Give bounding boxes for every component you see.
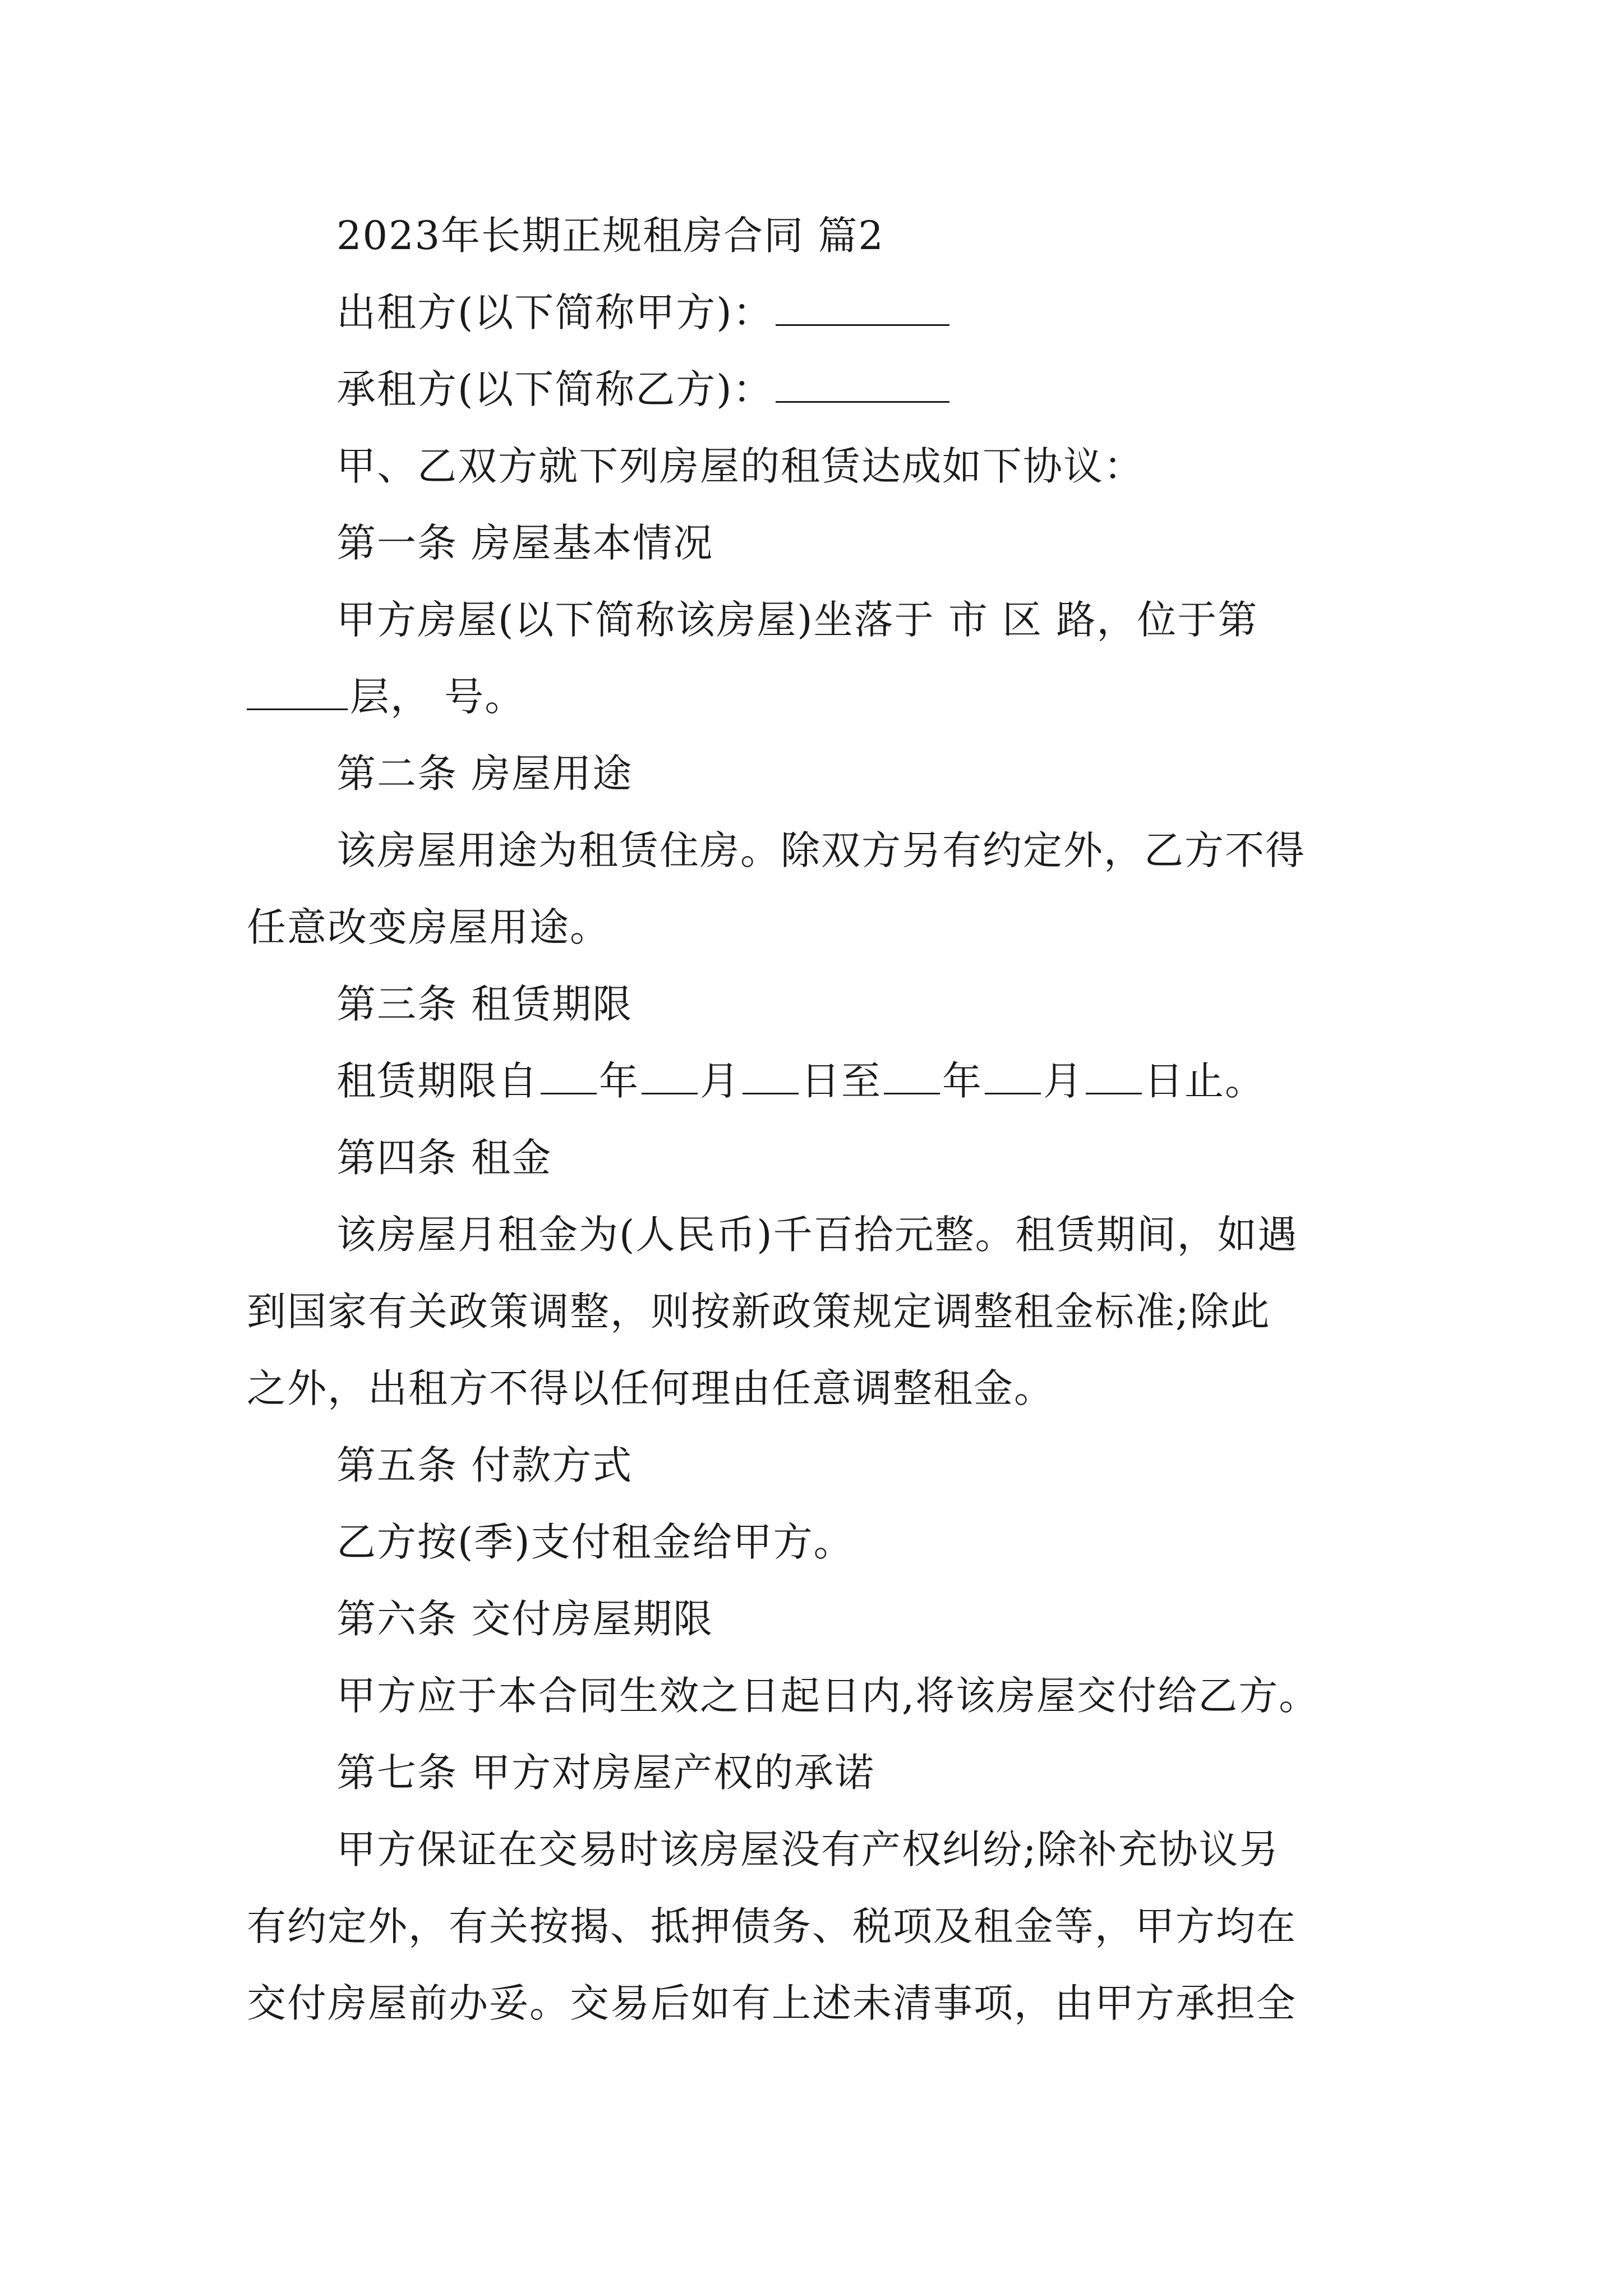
article-1-text-line2: 层， 号。 [247,663,1376,730]
end-month-blank [985,1053,1041,1094]
article-7-text-line3: 交付房屋前办妥。交易后如有上述未清事项，由甲方承担全 [247,1980,1297,2026]
article-7-text-line1: 甲方保证在交易时该房屋没有产权纠纷;除补充协议另 [336,1826,1280,1872]
article-2-text-line1: 该房屋用途为租赁住房。除双方另有约定外，乙方不得 [336,827,1306,873]
lessor-line: 出租方(以下简称甲方)： [247,279,1376,346]
article-2-text-line2: 任意改变房屋用途。 [247,904,610,950]
article-4-text-line1: 该房屋月租金为(人民币)千百拾元整。租赁期间，如遇 [336,1212,1298,1258]
article-7-text-line2: 有约定外，有关按揭、抵押债务、税项及租金等，甲方均在 [247,1903,1297,1949]
article-1-text-line1: 甲方房屋(以下简称该房屋)坐落于 市 区 路，位于第 [336,597,1258,643]
agreement-intro: 甲、乙双方就下列房屋的租赁达成如下协议： [336,443,1144,489]
article-3-heading: 第三条 租赁期限 [336,981,633,1027]
lessee-line: 承租方(以下简称乙方)： [247,356,1376,423]
article-5-text: 乙方按(季)支付租金给甲方。 [336,1519,854,1565]
lessor-name-blank [776,285,949,326]
lessee-name-blank [776,362,949,403]
article-6-text: 甲方应于本合同生效之日起日内,将该房屋交付给乙方。 [336,1673,1320,1719]
article-4-text-line3: 之外，出租方不得以任何理由任意调整租金。 [247,1365,1054,1411]
article-6-heading: 第六条 交付房屋期限 [336,1596,714,1642]
article-1-heading: 第一条 房屋基本情况 [336,520,714,566]
article-4-text-line2: 到国家有关政策调整，则按新政策规定调整租金标准;除此 [247,1289,1271,1335]
lease-term-line: 租赁期限自 年 月 日至 年 月 日止。 [247,1047,1376,1115]
end-day-blank [1086,1053,1142,1094]
start-day-blank [743,1053,799,1094]
article-4-heading: 第四条 租金 [336,1135,552,1181]
end-year-blank [884,1053,940,1094]
start-year-blank [541,1053,597,1094]
start-month-blank [642,1053,698,1094]
article-7-heading: 第七条 甲方对房屋产权的承诺 [336,1750,875,1796]
article-2-heading: 第二条 房屋用途 [336,751,633,797]
article-5-heading: 第五条 付款方式 [336,1442,633,1488]
floor-blank [247,669,348,710]
contract-title: 2023年长期正规租房合同 篇2 [336,213,884,259]
